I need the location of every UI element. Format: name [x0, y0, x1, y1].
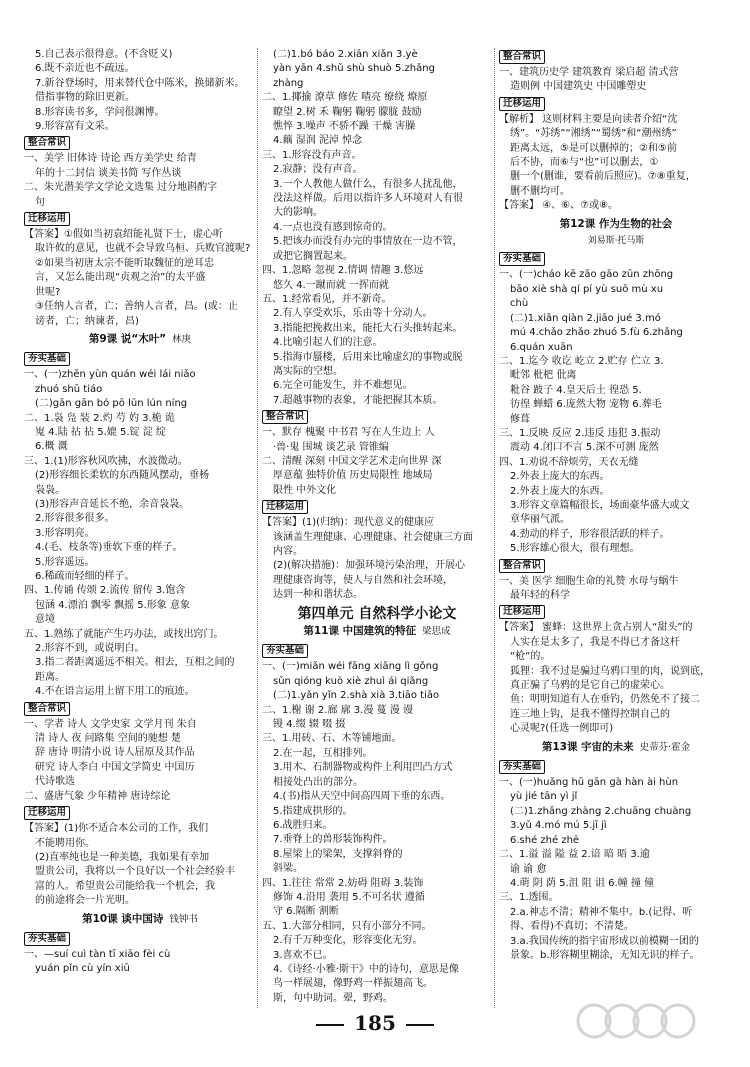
- text-line: 代诗歌选: [35, 776, 75, 788]
- lesson-title-text: 第9课 说“木叶”: [88, 332, 167, 345]
- text-line: zhuó shū tiáo: [35, 383, 103, 395]
- text-line: 三、1.透围。: [499, 892, 559, 904]
- text-line: 2.形容不到，或说明白。: [35, 643, 145, 655]
- section-tag: 夯实基础: [262, 644, 308, 658]
- text-line: 离实际的空想。: [273, 365, 343, 377]
- text-line: (二)gān gān bó pō lūn lún níng: [35, 398, 188, 410]
- text-line: 五、1.经常看见，并不新奇。: [262, 293, 392, 305]
- section-tag-row: [262, 498, 492, 516]
- text-line: 2.有人享受欢乐，乐由等十分动人。: [273, 308, 433, 320]
- text-line: ③任纳人言者，亡；善纳人言者，昌。(或：止: [35, 301, 238, 313]
- section-tag: 整合常识: [499, 50, 545, 64]
- text-line: 2.形容很多很多。: [35, 513, 115, 525]
- section-tag: 迁移运用: [24, 212, 70, 226]
- text-line: 二、1.揶揄 潦草 修佐 喳亮 缭绕 燎原: [262, 92, 428, 104]
- text-line: (二)1.zhǎng zhàng 2.chuāng chuàng: [510, 805, 692, 817]
- text-line: 4.不在语言运用上留下用工的痕迹。: [35, 686, 195, 698]
- text-line: 辞 唐诗 明清小说 诗人屈原及其作品: [35, 747, 195, 759]
- section-tag: 迁移运用: [262, 500, 308, 514]
- text-line: 相接处凸出的部分。: [273, 776, 363, 788]
- text-line: 最年轻的科学: [510, 590, 570, 601]
- lesson-author: 钱钟书: [169, 913, 198, 925]
- text-line: 7.超越事物的表象，才能把握其本质。: [273, 394, 443, 406]
- text-line: 内容。: [273, 546, 303, 557]
- text-line: yuán pǐn cù yín xiū: [35, 963, 130, 975]
- text-line: 7.垂脊上的兽形装饰构件。: [273, 834, 393, 846]
- text-line: 9.形容富有文采。: [35, 121, 115, 133]
- text-line: mú 4.chǎo zhǎo zhuó 5.fù 6.zhǎng: [510, 327, 683, 339]
- text-line: 3.用木、石制器物或构件上利用凹凸方式: [273, 762, 453, 774]
- lesson-title: [262, 624, 492, 639]
- text-line: 憔悴 3.噪声 不骄不躁 干燥 害臊: [273, 121, 416, 133]
- text-line: 一、默存 槐聚 中书君 写在人生边上 人: [262, 427, 435, 439]
- text-line: (2)直率纯也是一种美德，我如果有幸加: [35, 851, 210, 863]
- text-line: 后不协，而⑥与“也”可以删去，①: [510, 157, 659, 169]
- text-line: 四、1.忽略 忽视 2.情调 情趣 3.悠远: [262, 265, 424, 277]
- text-line: bāo xiè shà qí pí yù suō mù xu: [510, 283, 664, 295]
- unit-title: 第四单元 自然科学小论文: [297, 605, 457, 622]
- text-line: 5.指海市蜃楼，后用来比喻虚幻的事物或脱: [273, 351, 463, 363]
- text-line: 一、美 医学 细胞生命的礼赞 水母与蜗牛: [499, 575, 679, 587]
- text-line: 嵬 4.陆 拈 拈 5.媲 5.锭 淀 绽: [35, 426, 166, 438]
- section-tag-row: [499, 95, 733, 113]
- text-line: 2.寂静；没有声音。: [273, 164, 363, 176]
- section-tag-row: [24, 700, 256, 718]
- text-line: 清 诗人 夜 问路集 空间的驰想 楚: [35, 733, 181, 745]
- text-line: 3.yǔ 4.mó mú 5.jī jì: [510, 820, 607, 832]
- lesson-title: [499, 217, 733, 231]
- section-tag: 整合常识: [24, 136, 70, 150]
- text-line: 6.既不亲近也不疏远。: [35, 63, 135, 75]
- lesson-title-text: 第12课 作为生物的社会: [559, 217, 673, 230]
- text-line: 守 6.隔断 割断: [273, 906, 339, 918]
- text-line: 一、(一)cháo kē zāo gāo zūn zhōng: [499, 269, 674, 281]
- text-line: 7.新谷登场时，用来替代仓中陈米，换储新米。: [35, 77, 245, 89]
- section-tag-row: [24, 804, 256, 822]
- text-line: 二、1.迄今 收讫 屹立 2.贮存 伫立 3.: [499, 355, 664, 367]
- text-line: 人实在是太多了，我是不得已才备这杆: [510, 636, 680, 648]
- text-line: 盟贵公司，我将以一个良好以一个社会经验丰: [35, 866, 235, 878]
- text-line: 鸟一样展翅，像野鸡一样振翅高飞。: [273, 978, 433, 990]
- text-line: 三、1.用砖、石、木等铺地面。: [262, 733, 402, 745]
- section-tag-row: [24, 210, 256, 228]
- section-tag: 夯实基础: [499, 252, 545, 266]
- lesson-title-text: 第10课 谈中国诗: [82, 912, 164, 925]
- text-line: 大的影响。: [273, 207, 323, 219]
- section-tag: 迁移运用: [24, 806, 70, 820]
- text-line: 包涵 4.漂泊 飘零 飘摇 5.形象 意象: [35, 599, 190, 611]
- text-line: 距离。: [35, 671, 65, 683]
- text-line: 造则例 中国建筑史 中国雕塑史: [510, 81, 647, 93]
- text-line: ②如果当初唐太宗不能听取魏征的逆耳忠: [35, 257, 214, 269]
- text-line: 2.外表上庞大的东西。: [510, 485, 610, 497]
- text-line: 距离太远，⑤是可以删掉的；②和⑤前: [510, 142, 677, 154]
- text-line: 4.(书)指从天空中间高四周下垂的东西。: [273, 791, 451, 803]
- text-line: 限性 中外文化: [273, 484, 337, 496]
- text-line: 一、—suí cuì tàn tī xiāo fèi cù: [24, 948, 171, 960]
- text-line: 8.形容读书多，学问很渊博。: [35, 106, 165, 118]
- section-tag-row: [24, 134, 256, 152]
- text-line: (3)形容声音延长不绝，余音袅袅。: [35, 498, 190, 510]
- text-line: 五、1.大部分相同，只有小部分不同。: [262, 920, 432, 932]
- text-line: 三、1.(1)形容秋风吹拂，水波微动。: [24, 455, 188, 467]
- text-line: 不能聘用你。: [35, 837, 95, 849]
- lesson-author: 史蒂芬·霍金: [639, 741, 691, 753]
- watermark-logo: [574, 997, 724, 1047]
- text-line: 6.稀疏而轻细的样子。: [35, 571, 135, 582]
- text-line: 理健康咨询等，使人与自然和社会环境，: [273, 574, 453, 586]
- lesson-title-text: 第11课 中国建筑的特征: [303, 625, 417, 638]
- text-line: 二、清醒 深刻 中国文学艺术走向世界 深: [262, 455, 442, 467]
- text-line: 悠久 4.一蹴而就 一挥而就: [273, 279, 389, 291]
- text-line: 一、(一)zhēn yùn quán wéi lái niǎo: [24, 369, 196, 381]
- text-line: 6.概 溉: [35, 441, 68, 453]
- lesson-author: 刘易斯·托马斯: [587, 236, 645, 247]
- text-line: 4.《诗经·小雅·斯干》中的诗句，意思是像: [273, 963, 459, 975]
- text-line: 意境: [35, 614, 55, 626]
- text-line: 【答案】(1)你不适合本公司的工作，我们: [24, 823, 209, 835]
- text-line: 【答案】①假如当初袁绍能礼贤下士，虚心听: [24, 229, 223, 241]
- lesson-author: 梁思成: [422, 626, 451, 638]
- text-line: (2)形容细长柔软的东西随风摆动，垂杨: [35, 470, 210, 482]
- text-line: 句: [35, 196, 45, 208]
- text-line: 心灵呢?(任选一例即可): [510, 723, 614, 735]
- lesson-title-text: 第13课 宇宙的未来: [541, 740, 634, 753]
- text-line: 五、1.熟练了就能产生巧办法，或找出窍门。: [24, 628, 224, 640]
- text-line: 袅袅。: [35, 484, 65, 496]
- text-line: 连三地上钩，是我不懂得控制自己的: [510, 708, 670, 720]
- text-line: 取许攸的意见，也就不会导致乌桓、兵败官渡呢?: [35, 243, 251, 255]
- text-line: 富的人。希望贵公司能给我一个机会，我: [35, 880, 215, 892]
- text-line: 一、学者 诗人 文学史家 文学月刊 朱自: [24, 718, 197, 730]
- text-line: 一、(一)huǎng hū gān gà hàn ài hùn: [499, 777, 679, 789]
- text-line: 3.形容明亮。: [35, 527, 95, 539]
- text-line: 4.藕 湿润 泥淖 悼念: [273, 135, 363, 147]
- text-line: 3.形容文章篇幅很长，场面豪华盛大或文: [510, 499, 690, 511]
- page-number: 185: [354, 1011, 396, 1035]
- text-line: 研究 诗人李白 中国文学简史 中国历: [35, 761, 195, 773]
- text-line: “枪”的。: [510, 651, 551, 663]
- text-line: 言，又怎么能出现“贞观之治”的太平盛: [35, 272, 206, 284]
- section-tag-row: [262, 642, 492, 660]
- text-line: 4.劲动的样子，形容很活跃的样子。: [510, 528, 670, 540]
- column-divider: [257, 48, 258, 1008]
- text-line: 3.一个人教他人做什么，有很多人扰乱他，: [273, 178, 463, 190]
- text-line: 章华丽气派。: [510, 514, 570, 526]
- text-line: 5.指建成拱形的。: [273, 805, 353, 817]
- text-line: 四、1.往往 常常 2.妨碍 阻碍 3.装饰: [262, 877, 424, 889]
- text-line: 四、1.劝说不辞烦劳，天衣无缝: [499, 456, 639, 468]
- text-line: 谤者，亡；纳谏者，昌): [35, 315, 139, 327]
- text-line: 5.自己表示很得意。(不含贬义): [35, 49, 173, 60]
- footer-dash: [406, 1024, 434, 1026]
- text-line: 二、1.袅 凫 装 2.灼 芍 妁 3.桅 诡: [24, 412, 175, 424]
- text-line: 修葺: [510, 413, 530, 425]
- text-line: 年的十二封信 谈美书简 写作丛谈: [35, 167, 182, 179]
- text-line: 该涵盖生理健康、心理健康、社会健康三方面: [273, 531, 473, 543]
- lesson-title: [24, 332, 256, 347]
- text-line: 【答案】 蜜蜂：这世界上贪占别人“甜头”的: [499, 622, 693, 634]
- text-line: 三、1.反映 反应 2.违反 违犯 3.振动: [499, 427, 661, 439]
- text-line: (2)(解决措施)：加强环境污染治理，开展心: [273, 560, 465, 572]
- column-right: [499, 48, 733, 963]
- lesson-title: [499, 740, 733, 755]
- text-line: 2.a.神志不清；精神不集中。b.(记得、听: [510, 906, 693, 918]
- text-line: 二、1.榭 谢 2.廊 廓 3.漫 蔓 漫 谩: [262, 704, 413, 716]
- section-tag-row: [262, 408, 492, 426]
- text-line: 6.战胜归来。: [273, 819, 333, 831]
- text-line: 3.a.我国传统的指宇宙形成以前模糊一团的: [510, 935, 699, 947]
- text-line: 彷徨 蝉蜡 6.庞然大物 宠物 6.葬毛: [510, 399, 662, 411]
- text-line: 【解析】 这则材料主要是向读者介绍“沈: [499, 113, 678, 125]
- text-line: 二、1.溢 溢 隘 益 2.谙 暗 晤 3.逾: [499, 849, 650, 861]
- section-tag-row: [24, 350, 256, 368]
- text-line: 3.指能把挽救出来，能托大石头推转起来。: [273, 322, 463, 334]
- text-line: 狐狸：我不过是骗过乌鸦口里的肉，说到底，: [510, 665, 710, 677]
- section-tag: 整合常识: [24, 702, 70, 716]
- text-line: ·兽·鬼 围城 谈艺录 管锥编: [273, 441, 389, 453]
- text-line: 三、1.形容没有声音。: [262, 149, 362, 161]
- lesson-author: 林庚: [172, 333, 192, 345]
- text-line: 6.shé zhé zhē: [510, 834, 580, 846]
- lesson-title: [24, 912, 256, 927]
- text-line: 4.(毛、枝条等)垂软下垂的样子。: [35, 542, 183, 554]
- text-line: 8.屋梁上的梁架，支撑斜脊的: [273, 848, 403, 860]
- text-line: 删不删均可。: [510, 185, 570, 197]
- text-line: 达到一种和谐状态。: [273, 589, 363, 601]
- text-line: 二、盛唐气象 少年精神 唐诗综论: [24, 790, 171, 802]
- text-line: sǔn qióng kuò xiè zhuì ái qiǎng: [273, 675, 429, 687]
- text-line: 修饰 4.沿用 袭用 5.不可名状 遵循: [273, 891, 425, 903]
- section-tag: 迁移运用: [499, 605, 545, 619]
- text-line: 四、1.传诵 传颂 2.流传 留传 3.饱含: [24, 585, 186, 597]
- section-tag: 迁移运用: [499, 97, 545, 111]
- section-tag-row: [24, 930, 256, 948]
- text-line: 毗邻 枇杷 仳离: [510, 370, 577, 382]
- text-line: 没法这样做。后用以指许多人环境对人有很: [273, 193, 463, 205]
- text-line: 借指事物的除旧更新。: [35, 92, 135, 104]
- section-tag-row: [499, 557, 733, 575]
- text-line: (二)1.bó báo 2.xiān xiǎn 3.yè: [273, 49, 418, 60]
- section-tag: 夯实基础: [24, 932, 70, 946]
- text-line: 震动 4.闭口不言 5.深不可测 庞然: [510, 442, 659, 454]
- text-line: 2.有千万种变化，形容变化无穷。: [273, 935, 423, 947]
- text-line: 【答案】(1)(归纳)：现代意义的健康应: [262, 517, 434, 529]
- text-line: 瞭望 2.树 禾 鞠躬 鞠躬 朦胧 鼓励: [273, 106, 422, 118]
- text-line: (二)1.yǎn yǐn 2.shà xià 3.tiāo tiǎo: [273, 690, 440, 702]
- column-middle: [262, 48, 492, 1006]
- text-line: 鱼：明明知道有人在垂钓，仍然免不了接二: [510, 694, 700, 706]
- text-line: 3.指二者距离遥远不相关。相去，互相之间的: [35, 657, 235, 669]
- text-line: yàn yān 4.shǔ shù shuò 5.zhǎng: [273, 63, 435, 75]
- section-tag-row: [499, 603, 733, 621]
- text-line: 绣”。“苏绣”“湘绣”“蜀绣”和“潮州绣”: [510, 128, 677, 140]
- text-line: 一、(一)miǎn wéi fāng xiǎng lì gǒng: [262, 661, 439, 673]
- text-line: 5.形容雄心很大，很有理想。: [510, 543, 640, 555]
- text-line: (二)1.xiǎn qiàn 2.jiāo jué 3.mó: [510, 312, 661, 324]
- text-line: 4.萌 阴 荫 5.沮 阻 诅 6.幢 撞 僮: [510, 877, 655, 889]
- text-line: chù: [510, 298, 529, 310]
- text-line: 景象。b.形容糊里糊涂，无知无识的样子。: [510, 949, 700, 961]
- text-line: 一、建筑历史学 建筑教育 梁启超 清式营: [499, 67, 679, 78]
- text-line: 二、朱光潜美学文学论文选集 过分地斟酌字: [24, 182, 218, 194]
- text-line: 斯，句中助词。翚，野鸡。: [273, 992, 393, 1004]
- text-line: 3.喜欢不已。: [273, 949, 333, 961]
- section-tag-row: [499, 48, 733, 66]
- text-line: 世呢?: [35, 286, 61, 298]
- text-line: 真正骗了乌鸦的是它自己的虚荣心。: [510, 680, 670, 692]
- text-line: 斜梁。: [273, 863, 303, 875]
- text-line: 2.在一起，互相排列。: [273, 747, 373, 759]
- section-tag: 夯实基础: [24, 352, 70, 366]
- text-line: 4.比喻引起人们的注意。: [273, 337, 383, 349]
- text-line: yù jié tān yì jǐ: [510, 791, 578, 803]
- text-line: 6.完全可能发生，并不难想见。: [273, 380, 413, 392]
- text-line: 删一个(删谁，要看前后照应)。⑦⑧重复，: [510, 171, 696, 183]
- footer-dash: [316, 1024, 344, 1026]
- text-line: 【答案】 ④、⑥、⑦或⑧。: [499, 200, 619, 212]
- section-tag-row: [499, 250, 733, 268]
- section-tag: 夯实基础: [499, 760, 545, 774]
- text-line: 得、看得)不真切；不清楚。: [510, 921, 634, 933]
- text-line: 的前途将会一片光明。: [35, 895, 135, 907]
- text-line: 谕 谕 愈: [510, 863, 547, 875]
- text-line: 4.一点也没有感到惊奇的。: [273, 221, 393, 233]
- text-line: 厚意蕴 独特价值 历史局限性 地域局: [273, 470, 433, 482]
- text-line: 5.把该办而没有办完的事情放在一边不管，: [273, 236, 463, 248]
- column-divider: [494, 48, 495, 1008]
- column-left: [24, 48, 256, 977]
- text-line: 2.外表上庞大的东西。: [510, 471, 610, 483]
- text-line: 或把它搁置起来。: [273, 250, 353, 262]
- section-tag-row: [499, 758, 733, 776]
- text-line: 6.quán xuān: [510, 341, 573, 353]
- text-line: 一、美学 旧体诗 诗论 西方美学史 给青: [24, 153, 197, 165]
- section-tag: 整合常识: [262, 410, 308, 424]
- text-line: 粃谷 跛子 4.皇天后土 徨恐 5.: [510, 384, 642, 396]
- text-line: 镘 4.缀 辍 啜 掇: [273, 719, 346, 731]
- text-line: zhàng: [273, 77, 304, 89]
- text-line: 5.形容遥远。: [35, 556, 95, 568]
- section-tag: 整合常识: [499, 559, 545, 573]
